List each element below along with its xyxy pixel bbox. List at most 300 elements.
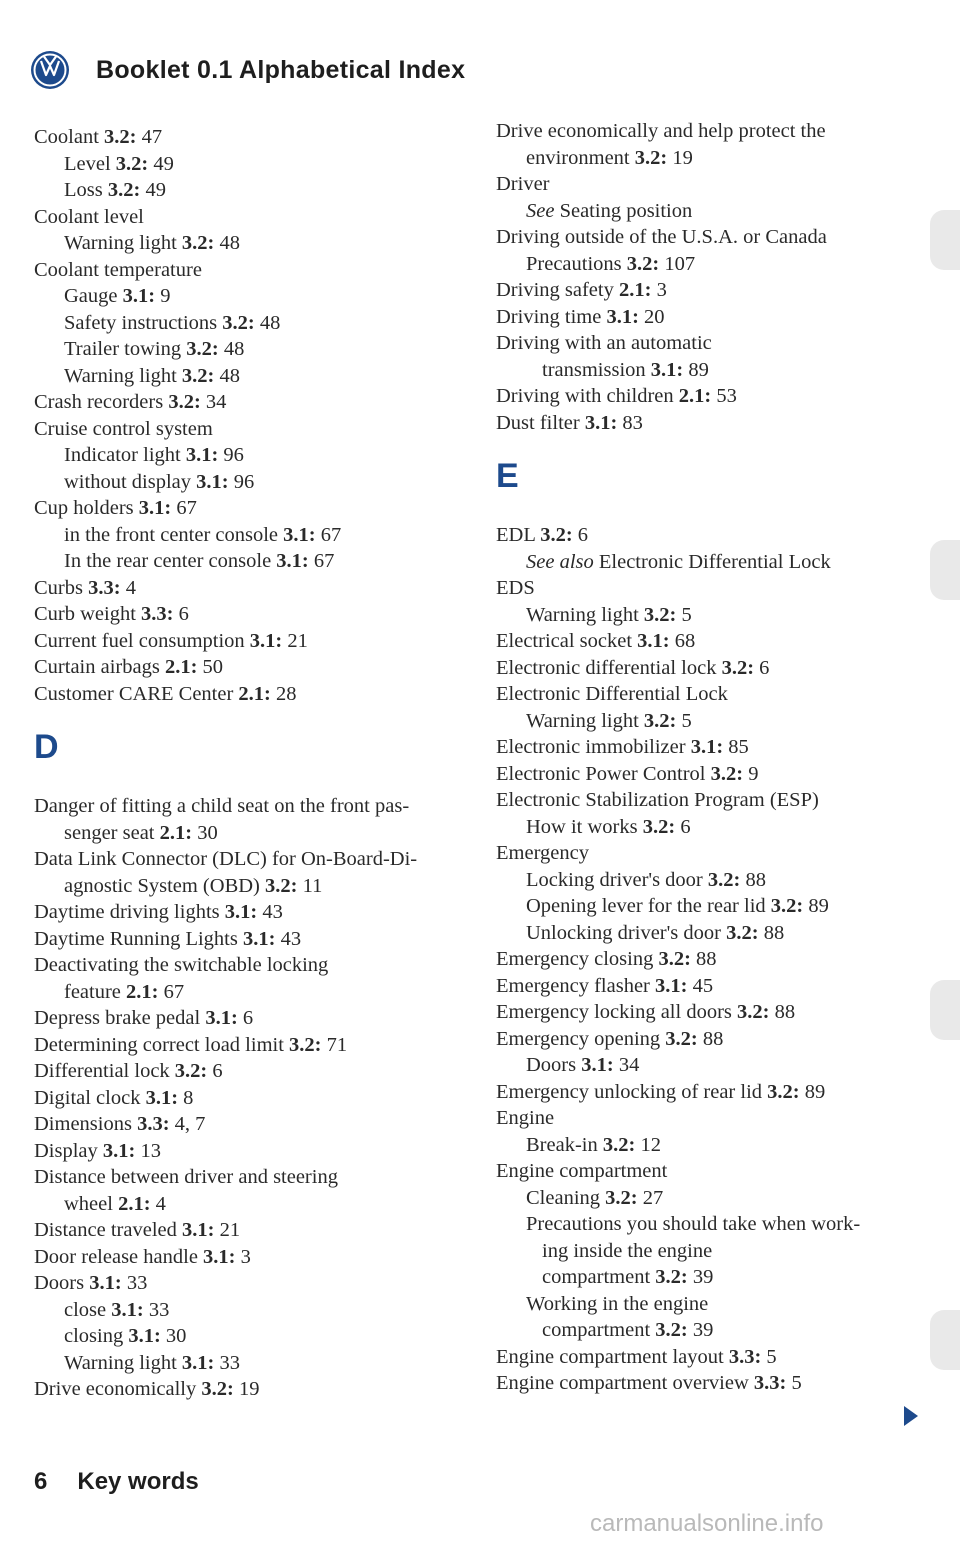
- entry-page-number[interactable]: 83: [617, 411, 643, 434]
- entry-page-number[interactable]: 6: [754, 656, 770, 679]
- index-entry: [34, 1032, 464, 1059]
- entry-term: Differential lock: [34, 1060, 175, 1082]
- index-entry: [34, 257, 464, 284]
- entry-section-ref[interactable]: 3.3:: [88, 576, 121, 599]
- entry-page-number[interactable]: 6: [675, 815, 691, 838]
- booklet-title: Booklet 0.1 Alphabetical Index: [96, 55, 466, 84]
- index-entry: [34, 336, 464, 363]
- index-entry: [496, 681, 936, 708]
- index-entry: [496, 867, 936, 894]
- entry-section-ref[interactable]: 3.2:: [186, 338, 219, 360]
- entry-section-ref[interactable]: 3.2:: [721, 656, 755, 679]
- entry-page-number[interactable]: 107: [659, 252, 696, 275]
- entry-section-ref[interactable]: 3.1:: [650, 358, 684, 381]
- index-entry: [496, 628, 936, 655]
- entry-section-ref[interactable]: 3.2:: [104, 126, 137, 148]
- entry-term: Curb weight: [34, 603, 142, 625]
- index-column-right: [496, 118, 936, 1397]
- entry-term: closing: [64, 1325, 129, 1347]
- entry-section-ref[interactable]: 3.2:: [665, 1027, 698, 1050]
- index-entry: [496, 304, 936, 331]
- index-entry: [496, 1105, 936, 1132]
- entry-section-ref[interactable]: 3.2:: [222, 311, 255, 334]
- index-entry: [496, 1370, 936, 1397]
- entry-page-number[interactable]: 12: [635, 1133, 661, 1156]
- entry-term: Electronic Power Control: [496, 762, 711, 785]
- index-entry: [34, 310, 464, 337]
- index-entry: [496, 1264, 936, 1291]
- entry-page-number[interactable]: 6: [572, 524, 589, 546]
- index-entry: [34, 177, 464, 204]
- entry-page-number[interactable]: 47: [136, 126, 163, 148]
- entry-term: Dust filter: [496, 411, 585, 434]
- entry-page-number[interactable]: 88: [740, 868, 766, 891]
- entry-term: Doors: [34, 1272, 90, 1294]
- index-entry: [34, 846, 464, 873]
- entry-section-ref[interactable]: 3.2:: [540, 524, 573, 546]
- entry-term: without display: [64, 470, 197, 493]
- entry-page-number[interactable]: 43: [257, 901, 283, 923]
- entry-section-ref[interactable]: 2.1:: [118, 1192, 151, 1215]
- index-entry: [496, 171, 936, 198]
- index-entry: [496, 734, 936, 761]
- entry-term: Crash recorders: [34, 391, 169, 413]
- entry-term: Driving with an automatic: [496, 332, 712, 354]
- index-entry: [496, 549, 936, 576]
- entry-section-ref[interactable]: 3.2:: [770, 895, 804, 917]
- entry-page-number[interactable]: 48: [214, 364, 240, 387]
- entry-page-number[interactable]: 6: [207, 1060, 223, 1082]
- index-entry: [496, 602, 936, 629]
- entry-page-number[interactable]: 5: [786, 1372, 802, 1394]
- entry-section-ref[interactable]: 3.2:: [634, 146, 668, 169]
- index-entry: [496, 1344, 936, 1371]
- index-entry: [34, 1085, 464, 1112]
- entry-term: Current fuel consumption: [34, 629, 250, 652]
- entry-term: Warning light: [64, 232, 182, 254]
- entry-page-number[interactable]: 49: [140, 179, 166, 201]
- index-entry: [496, 708, 936, 735]
- index-entry: [34, 363, 464, 390]
- entry-section-ref[interactable]: 2.1:: [159, 821, 193, 844]
- entry-term: Danger of fitting a child seat on the front pas-: [34, 795, 410, 817]
- index-entry: [34, 793, 464, 820]
- index-entry: [496, 999, 936, 1026]
- entry-section-ref[interactable]: 3.1:: [111, 1298, 144, 1321]
- entry-section-ref[interactable]: 3.1:: [102, 1139, 136, 1162]
- entry-page-number[interactable]: 96: [218, 444, 244, 466]
- entry-term: Driving time: [496, 305, 607, 328]
- entry-section-ref[interactable]: 3.1:: [128, 1325, 161, 1347]
- entry-section-ref[interactable]: 3.3:: [753, 1372, 787, 1394]
- entry-term: Warning light: [64, 1351, 182, 1374]
- entry-term: Deactivating the switchable locking: [34, 954, 329, 976]
- index-entry: [34, 230, 464, 257]
- index-entry: [496, 575, 936, 602]
- entry-page-number[interactable]: 43: [275, 927, 302, 950]
- entry-term: Engine compartment layout: [496, 1345, 729, 1368]
- entry-term: Emergency flasher: [496, 974, 655, 997]
- entry-page-number[interactable]: 4, 7: [169, 1113, 206, 1135]
- entry-section-ref[interactable]: 3.3:: [137, 1113, 170, 1135]
- index-entry: [496, 330, 936, 357]
- entry-page-number[interactable]: 27: [637, 1186, 664, 1209]
- index-entry: [496, 1052, 936, 1079]
- index-entry: [34, 873, 464, 900]
- entry-page-number[interactable]: 50: [197, 656, 224, 678]
- entry-section-ref[interactable]: 3.2:: [107, 179, 141, 201]
- entry-term: Cruise control system: [34, 417, 213, 440]
- entry-page-number[interactable]: 9: [155, 285, 171, 307]
- entry-page-number[interactable]: 49: [148, 152, 174, 175]
- entry-section-ref[interactable]: 3.1:: [205, 1007, 238, 1029]
- index-entry: [496, 522, 936, 549]
- entry-term: Safety instructions: [64, 311, 223, 334]
- index-entry: [496, 410, 936, 437]
- entry-page-number[interactable]: 8: [178, 1086, 194, 1109]
- entry-section-ref[interactable]: 3.1:: [655, 974, 688, 997]
- entry-section-ref[interactable]: 3.1:: [690, 736, 724, 758]
- entry-section-ref[interactable]: 3.1:: [224, 901, 258, 923]
- index-entry: [496, 1238, 936, 1265]
- entry-section-ref[interactable]: 3.1:: [181, 1351, 215, 1374]
- entry-term: Warning light: [64, 364, 182, 387]
- entry-page-number[interactable]: 5: [676, 603, 692, 626]
- index-entry: [34, 1323, 464, 1350]
- entry-page-number[interactable]: 67: [158, 980, 185, 1003]
- entry-section-ref[interactable]: 3.2:: [643, 603, 677, 626]
- index-entry: [496, 787, 936, 814]
- entry-section-ref[interactable]: 3.1:: [185, 444, 219, 466]
- side-tab: [930, 980, 960, 1040]
- index-entry: [34, 151, 464, 178]
- entry-section-ref[interactable]: 3.2:: [658, 948, 691, 970]
- section-name: Key words: [77, 1468, 199, 1495]
- entry-page-number[interactable]: 3: [235, 1245, 251, 1268]
- entry-page-number[interactable]: 6: [237, 1007, 254, 1029]
- index-entry: [34, 1350, 464, 1377]
- entry-page-number[interactable]: 45: [687, 974, 714, 997]
- index-entry: [496, 840, 936, 867]
- entry-page-number[interactable]: 33: [143, 1298, 170, 1321]
- index-entry: [496, 383, 936, 410]
- entry-section-ref[interactable]: 3.2:: [655, 1319, 688, 1341]
- index-entry: [34, 1138, 464, 1165]
- entry-page-number[interactable]: 19: [667, 146, 693, 169]
- entry-term: Dimensions: [34, 1113, 138, 1135]
- entry-term: Curtain airbags: [34, 656, 165, 678]
- entry-term: Display: [34, 1139, 103, 1162]
- entry-section-ref[interactable]: 3.2:: [737, 1001, 770, 1023]
- entry-page-number[interactable]: 71: [321, 1033, 348, 1056]
- entry-section-ref[interactable]: 3.1:: [581, 1054, 614, 1076]
- entry-page-number[interactable]: 89: [683, 358, 709, 381]
- index-entry: [34, 469, 464, 496]
- entry-term: Electronic immobilizer: [496, 736, 691, 758]
- index-entry: [34, 442, 464, 469]
- entry-term: Door release handle: [34, 1245, 204, 1268]
- index-letter-heading: E: [496, 457, 519, 495]
- entry-section-ref[interactable]: 3.1:: [122, 285, 156, 307]
- entry-section-ref[interactable]: 3.2:: [642, 815, 676, 838]
- entry-term: Break-in: [526, 1133, 603, 1156]
- entry-term: Customer CARE Center: [34, 682, 239, 705]
- entry-term: Driving outside of the U.S.A. or Canada: [496, 226, 827, 248]
- entry-page-number[interactable]: 39: [687, 1266, 714, 1288]
- entry-term: Emergency closing: [496, 948, 659, 970]
- index-entry: [34, 522, 464, 549]
- entry-term: Loss: [64, 179, 108, 201]
- index-entry: [496, 1132, 936, 1159]
- see-reference: See also: [526, 550, 594, 573]
- side-tab: [930, 540, 960, 600]
- index-entry: [34, 495, 464, 522]
- entry-term: Electronic Stabilization Program (ESP): [496, 789, 819, 811]
- entry-term: close: [64, 1298, 112, 1321]
- entry-term: Precautions you should take when work-: [526, 1213, 861, 1235]
- entry-section-ref[interactable]: 3.2:: [289, 1033, 322, 1056]
- entry-page-number[interactable]: 67: [308, 550, 335, 572]
- entry-section-ref[interactable]: 3.2:: [710, 762, 744, 785]
- entry-section-ref[interactable]: 3.2:: [115, 152, 149, 175]
- entry-section-ref[interactable]: 3.1:: [637, 630, 670, 652]
- entry-term: ing inside the engine: [542, 1239, 713, 1262]
- entry-section-ref[interactable]: 3.2:: [726, 921, 759, 944]
- page-number: 6: [34, 1468, 48, 1495]
- entry-term: Drive economically and help protect the: [496, 120, 826, 142]
- index-entry: [496, 761, 936, 788]
- entry-section-ref[interactable]: 3.2:: [181, 364, 215, 387]
- entry-page-number[interactable]: 13: [135, 1139, 161, 1162]
- index-entry: [496, 1185, 936, 1212]
- entry-term: EDL: [496, 524, 541, 546]
- entry-term: Distance between driver and steering: [34, 1166, 338, 1188]
- index-entry: [496, 920, 936, 947]
- index-entry: [496, 973, 936, 1000]
- entry-page-number[interactable]: 33: [214, 1351, 240, 1374]
- entry-section-ref[interactable]: 3.2:: [643, 709, 677, 732]
- entry-section-ref[interactable]: 3.2:: [626, 252, 660, 275]
- entry-term: Drive economically: [34, 1378, 202, 1400]
- entry-term: Precautions: [526, 252, 627, 275]
- page-footer: [34, 1468, 199, 1496]
- entry-section-ref[interactable]: 3.1:: [203, 1245, 236, 1268]
- entry-term: Curbs: [34, 576, 89, 599]
- entry-page-number[interactable]: 39: [687, 1319, 714, 1341]
- index-entry: [34, 654, 464, 681]
- index-entry: [496, 277, 936, 304]
- index-entry: [496, 224, 936, 251]
- entry-page-number[interactable]: 21: [214, 1219, 241, 1241]
- page-header: [30, 48, 465, 92]
- entry-page-number[interactable]: 53: [711, 385, 737, 407]
- index-entry: [34, 952, 464, 979]
- entry-section-ref[interactable]: 3.3:: [141, 603, 174, 625]
- entry-page-number[interactable]: 19: [233, 1378, 260, 1400]
- entry-page-number[interactable]: 48: [214, 232, 240, 254]
- entry-section-ref[interactable]: 2.1:: [164, 656, 198, 678]
- entry-term: Determining correct load limit: [34, 1033, 290, 1056]
- index-entry: [34, 124, 464, 151]
- index-entry: [34, 389, 464, 416]
- index-entry: [496, 145, 936, 172]
- entry-term: Emergency unlocking of rear lid: [496, 1080, 768, 1103]
- entry-page-number[interactable]: 11: [297, 874, 323, 897]
- index-entry: [496, 814, 936, 841]
- entry-page-number[interactable]: 88: [769, 1001, 796, 1023]
- entry-term: Indicator light: [64, 444, 186, 466]
- watermark: carmanualsonline.info: [590, 1510, 824, 1537]
- index-entry: [34, 601, 464, 628]
- entry-section-ref[interactable]: 3.2:: [655, 1266, 688, 1288]
- entry-page-number[interactable]: 33: [121, 1272, 148, 1294]
- entry-term: How it works: [526, 815, 643, 838]
- next-page-arrow-icon[interactable]: [904, 1406, 918, 1426]
- entry-section-ref[interactable]: 2.1:: [678, 385, 712, 407]
- entry-page-number[interactable]: 88: [697, 1027, 724, 1050]
- entry-page-number[interactable]: 68: [669, 630, 696, 652]
- entry-page-number[interactable]: 88: [690, 948, 717, 970]
- index-entry: [34, 926, 464, 953]
- entry-page-number[interactable]: 89: [803, 895, 829, 917]
- index-entry: [496, 1079, 936, 1106]
- entry-term: Cleaning: [526, 1186, 606, 1209]
- entry-page-number[interactable]: 34: [200, 391, 227, 413]
- entry-section-ref[interactable]: 3.2:: [602, 1133, 636, 1156]
- entry-page-number[interactable]: 28: [270, 682, 297, 705]
- index-entry: [34, 820, 464, 847]
- entry-page-number[interactable]: 85: [723, 736, 749, 758]
- entry-page-number[interactable]: 9: [743, 762, 759, 785]
- index-entry: [34, 1058, 464, 1085]
- entry-term: Cup holders: [34, 497, 139, 519]
- entry-term: Warning light: [526, 709, 644, 732]
- entry-section-ref[interactable]: 2.1:: [126, 980, 159, 1003]
- entry-section-ref[interactable]: 3.1:: [145, 1086, 179, 1109]
- entry-term: Unlocking driver's door: [526, 921, 727, 944]
- index-entry: [34, 548, 464, 575]
- entry-term: In the rear center console: [64, 550, 277, 572]
- entry-section-ref[interactable]: 3.1:: [138, 497, 172, 519]
- entry-term: Coolant temperature: [34, 258, 202, 281]
- entry-term: Distance traveled: [34, 1219, 182, 1241]
- entry-term: Engine compartment: [496, 1160, 668, 1182]
- index-entry: [34, 899, 464, 926]
- entry-page-number[interactable]: 6: [173, 603, 189, 625]
- index-entry: [496, 655, 936, 682]
- entry-term: Engine: [496, 1107, 555, 1129]
- entry-term: Level: [64, 152, 116, 175]
- entry-section-ref[interactable]: 3.1:: [89, 1272, 122, 1294]
- entry-page-number[interactable]: 34: [613, 1054, 640, 1076]
- entry-section-ref[interactable]: 3.1:: [283, 523, 316, 546]
- entry-term: Electronic Differential Lock: [593, 550, 831, 573]
- entry-page-number[interactable]: 67: [315, 523, 342, 546]
- entry-term: Daytime Running Lights: [34, 927, 243, 950]
- entry-page-number[interactable]: 21: [282, 629, 308, 652]
- index-entry: [496, 1317, 936, 1344]
- entry-term: Coolant: [34, 126, 105, 148]
- entry-section-ref[interactable]: 3.2:: [605, 1186, 638, 1209]
- entry-term: Emergency: [496, 842, 589, 864]
- entry-page-number[interactable]: 96: [228, 470, 255, 493]
- index-entry: [34, 979, 464, 1006]
- entry-section-ref[interactable]: 3.1:: [242, 927, 276, 950]
- index-entry: [496, 118, 936, 145]
- entry-page-number[interactable]: 5: [761, 1345, 777, 1368]
- index-letter-heading: D: [34, 728, 59, 766]
- vw-logo-icon: [30, 50, 70, 90]
- entry-term: Electrical socket: [496, 630, 638, 652]
- entry-term: Electronic differential lock: [496, 656, 722, 679]
- entry-term: Coolant level: [34, 205, 144, 228]
- entry-term: Warning light: [526, 603, 644, 626]
- entry-page-number[interactable]: 48: [254, 311, 281, 334]
- entry-term: Driver: [496, 173, 550, 195]
- entry-page-number[interactable]: 5: [676, 709, 692, 732]
- entry-page-number[interactable]: 3: [651, 279, 667, 301]
- entry-section-ref[interactable]: 3.2:: [174, 1060, 208, 1082]
- entry-section-ref[interactable]: 3.2:: [201, 1378, 234, 1400]
- index-entry: [34, 1005, 464, 1032]
- entry-term: Driving with children: [496, 385, 679, 407]
- entry-term: Electronic Differential Lock: [496, 683, 728, 705]
- entry-term: Seating position: [554, 199, 693, 222]
- entry-term: senger seat: [64, 821, 160, 844]
- entry-section-ref[interactable]: 2.1:: [238, 682, 271, 705]
- entry-section-ref[interactable]: 3.1:: [249, 629, 283, 652]
- entry-page-number[interactable]: 89: [799, 1080, 826, 1103]
- entry-section-ref[interactable]: 3.1:: [584, 411, 618, 434]
- entry-term: compartment: [542, 1319, 656, 1341]
- entry-section-ref[interactable]: 2.1:: [618, 279, 652, 301]
- index-entry: [34, 628, 464, 655]
- entry-page-number[interactable]: 88: [758, 921, 785, 944]
- entry-term: Gauge: [64, 285, 123, 307]
- entry-term: Emergency opening: [496, 1027, 666, 1050]
- entry-section-ref[interactable]: 3.1:: [276, 550, 309, 572]
- entry-term: Daytime driving lights: [34, 901, 225, 923]
- entry-section-ref[interactable]: 3.1:: [196, 470, 229, 493]
- entry-section-ref[interactable]: 3.3:: [728, 1345, 762, 1368]
- entry-section-ref[interactable]: 3.2:: [168, 391, 201, 413]
- index-entry: [496, 946, 936, 973]
- side-tab: [930, 1310, 960, 1370]
- entry-term: Depress brake pedal: [34, 1007, 206, 1029]
- index-entry: [34, 204, 464, 231]
- entry-page-number[interactable]: 4: [120, 576, 136, 599]
- entry-section-ref[interactable]: 3.1:: [181, 1219, 215, 1241]
- entry-page-number[interactable]: 20: [638, 305, 665, 328]
- index-entry: [34, 1244, 464, 1271]
- entry-page-number[interactable]: 30: [160, 1325, 187, 1347]
- entry-section-ref[interactable]: 3.2:: [707, 868, 741, 891]
- entry-page-number[interactable]: 30: [192, 821, 218, 844]
- index-entry: [496, 251, 936, 278]
- entry-page-number[interactable]: 4: [150, 1192, 166, 1215]
- entry-section-ref[interactable]: 3.2:: [265, 874, 298, 897]
- index-entry: [496, 893, 936, 920]
- entry-page-number[interactable]: 67: [171, 497, 197, 519]
- index-entry: [34, 1376, 464, 1403]
- entry-section-ref[interactable]: 3.1:: [606, 305, 639, 328]
- entry-term: compartment: [542, 1266, 656, 1288]
- entry-term: Digital clock: [34, 1086, 146, 1109]
- entry-page-number[interactable]: 48: [218, 338, 245, 360]
- entry-section-ref[interactable]: 3.2:: [767, 1080, 800, 1103]
- index-entry: [34, 575, 464, 602]
- entry-section-ref[interactable]: 3.2:: [181, 232, 215, 254]
